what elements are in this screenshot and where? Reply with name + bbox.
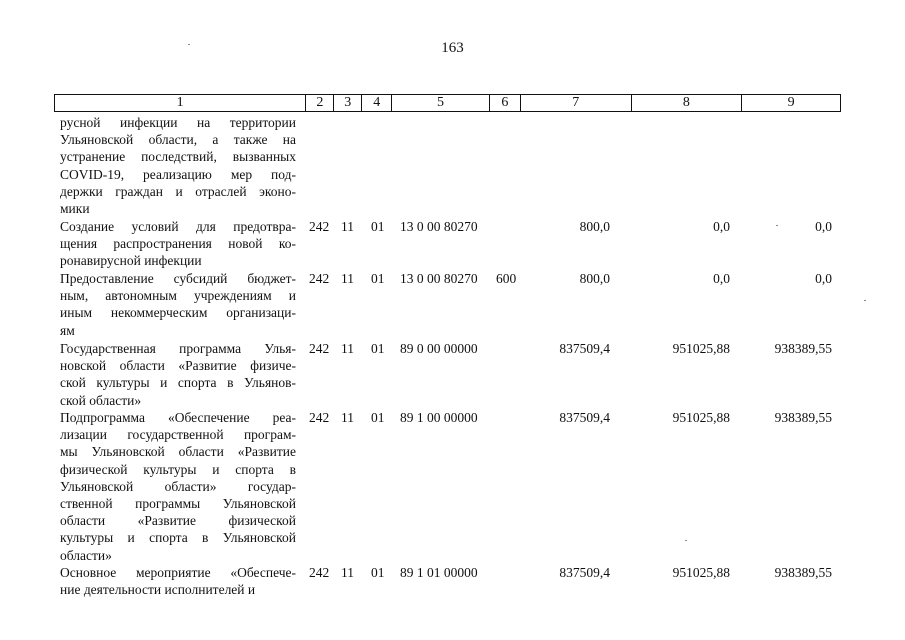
header-col-7: 7 [521,95,632,111]
description-line: мики [60,201,90,217]
cell-c7: 837509,4 [559,565,610,580]
cell-c3: 11 [341,565,354,580]
cell-c4: 01 [371,410,385,425]
cell-c4: 01 [371,219,385,234]
table-header [54,94,841,112]
cell-c3: 11 [341,410,354,425]
cell-c7: 837509,4 [559,341,610,356]
scan-speck [776,225,778,226]
header-col-2: 2 [306,95,334,111]
cell-c8: 0,0 [713,271,730,286]
description-line: лизации государственной програм- [60,427,296,443]
description-line: ственной программы Ульяновской [60,496,296,512]
header-col-3: 3 [334,95,362,111]
description-line: физической культуры и спорта в [60,461,296,477]
description-line: иным некоммерческим организаци- [60,305,296,321]
cell-c5: 89 0 00 00000 [400,341,478,356]
description-line: ным, автономным учреждениям и [60,288,296,304]
description-line: Ульяновской области, а также на [60,132,296,148]
cell-c8: 951025,88 [672,565,730,580]
cell-c9: 938389,55 [774,410,832,425]
description-line: ние деятельности исполнителей и [60,582,256,598]
description-line: Основное мероприятие «Обеспече- [60,565,296,580]
header-col-5: 5 [392,95,490,111]
cell-c9: 938389,55 [774,565,832,580]
cell-c8: 951025,88 [672,410,730,425]
cell-c7: 800,0 [579,219,610,234]
cell-c3: 11 [341,341,354,356]
description-line: Государственная программа Улья- [60,341,296,356]
cell-c5: 13 0 00 80270 [400,271,478,286]
cell-c4: 01 [371,271,385,286]
scan-speck [188,44,190,45]
cell-c4: 01 [371,565,385,580]
cell-c2: 242 [309,219,330,234]
description-line: ям [60,322,75,338]
cell-c2: 242 [309,565,330,580]
cell-c8: 0,0 [713,219,730,234]
description-line: русной инфекции на территории [60,115,296,130]
cell-c3: 11 [341,219,354,234]
cell-c6: 600 [496,271,517,286]
row-description [60,218,296,270]
header-col-6: 6 [490,95,521,111]
cell-c9: 938389,55 [774,341,832,356]
description-line: мы Ульяновской области «Развитие [60,444,296,460]
description-line: области» [60,547,112,563]
cell-c5: 89 1 00 00000 [400,410,478,425]
cell-c7: 837509,4 [559,410,610,425]
description-line: COVID-19, реализацию мер под- [60,166,296,182]
cell-c5: 89 1 01 00000 [400,565,478,580]
header-col-4: 4 [362,95,392,111]
description-line: культуры и спорта в Ульяновской [60,530,296,546]
cell-c7: 800,0 [579,271,610,286]
header-col-1: 1 [55,95,306,111]
row-description [60,409,296,564]
cell-c4: 01 [371,341,385,356]
cell-c8: 951025,88 [672,341,730,356]
cell-c3: 11 [341,271,354,286]
description-line: Предоставление субсидий бюджет- [60,271,296,286]
page-number: 163 [441,40,464,56]
description-line: ронавирусной инфекции [60,253,202,269]
scan-speck [685,540,687,541]
description-line: Создание условий для предотвра- [60,219,296,234]
scan-speck [864,300,866,301]
description-line: держки граждан и отраслей эконо- [60,183,296,199]
description-line: ской культуры и спорта в Ульянов- [60,375,296,391]
cell-c9: 0,0 [815,219,832,234]
description-line: ской области» [60,392,142,408]
description-line: Ульяновской области» государ- [60,478,296,494]
row-description [60,340,296,409]
row-description [60,114,296,217]
row-description [60,270,296,339]
description-line: области «Развитие физической [60,513,296,529]
row-description [60,564,296,598]
cell-c2: 242 [309,271,330,286]
header-col-8: 8 [632,95,743,111]
cell-c2: 242 [309,341,330,356]
description-line: новской области «Развитие физиче- [60,358,296,374]
cell-c2: 242 [309,410,330,425]
cell-c9: 0,0 [815,271,832,286]
description-line: Подпрограмма «Обеспечение реа- [60,410,296,425]
description-line: устранение последствий, вызванных [60,149,296,165]
header-col-9: 9 [787,95,795,110]
cell-c5: 13 0 00 80270 [400,219,478,234]
description-line: щения распространения новой ко- [60,236,296,252]
